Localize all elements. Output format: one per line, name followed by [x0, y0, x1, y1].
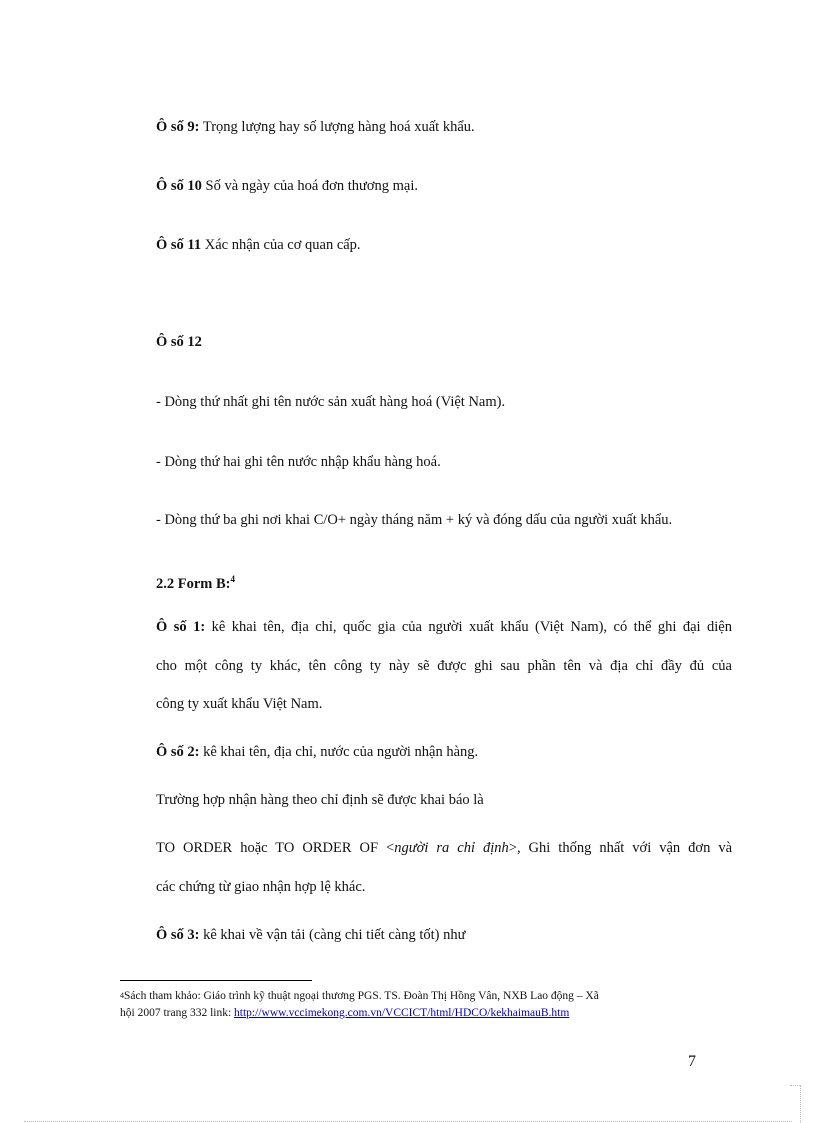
footnote-text: Sách tham khảo: Giáo trình kỹ thuật ngoại thương PGS. TS. Đoàn Thị Hồng Vân, NXB Lao động – Xã [124, 990, 599, 1002]
paragraph-text: Xác nhận của cơ quan cấp. [201, 237, 361, 253]
page-corner-mark-horizontal [790, 1085, 800, 1086]
paragraph-text: kê khai về vận tải (càng chi tiết càng tốt) như [199, 927, 466, 943]
page-corner-mark-vertical [800, 1085, 801, 1123]
heading-text: 2.2 Form B: [156, 575, 231, 592]
paragraph-to-order-line-2: các chứng từ giao nhận hợp lệ khác. [156, 879, 366, 895]
cell-label: Ô số 10 [156, 178, 202, 194]
cell-label: Ô số 11 [156, 237, 202, 253]
paragraph-o-so-11 [156, 236, 361, 254]
cell-label: Ô số 2: [156, 744, 200, 760]
paragraph-o-so-12-title: Ô số 12 [156, 334, 202, 350]
cell-label: Ô số 3: [156, 927, 200, 943]
footnote-separator [120, 980, 312, 981]
paragraph-to-order-line-1 [156, 839, 732, 857]
footnote-line-1 [120, 989, 599, 1003]
paragraph-line-2: - Dòng thứ hai ghi tên nước nhập khẩu hàng hoá. [156, 454, 441, 470]
paragraph-o-so-2 [156, 743, 478, 761]
paragraph-text: Trọng lượng hay số lượng hàng hoá xuất khẩu. [199, 119, 475, 135]
page-bottom-border [24, 1121, 792, 1122]
footnote-marker: 4 [120, 991, 124, 1000]
paragraph-text: >, Ghi thống nhất với vận đơn và [508, 840, 733, 856]
paragraph-text: kê khai tên, địa chỉ, nước của người nhận hàng. [199, 744, 479, 760]
paragraph-o-so-1-line-3: công ty xuất khẩu Việt Nam. [156, 696, 323, 712]
paragraph-text: kê khai tên, địa chỉ, quốc gia của người xuất khẩu (Việt Nam), có thể ghi đại diện [205, 619, 732, 635]
footnote-text: hội 2007 trang 332 link: [120, 1007, 235, 1019]
italic-text: người ra chỉ định [394, 840, 509, 856]
page-number: 7 [688, 1053, 696, 1070]
paragraph-o-so-1-line-2: cho một công ty khác, tên công ty này sẽ được ghi sau phần tên và địa chỉ đầy đủ của [156, 658, 732, 674]
cell-label: Ô số 1: [156, 619, 206, 635]
footnote-link[interactable]: http://www.vccimekong.com.vn/VCCICT/html/HDCO/kekhaimauB.htm [234, 1007, 570, 1019]
paragraph-o-so-3 [156, 926, 465, 944]
paragraph-o-so-9 [156, 118, 475, 136]
paragraph-o-so-1-line-1 [156, 618, 732, 636]
footnote-line-2 [120, 1006, 569, 1020]
paragraph-consignee-note: Trường hợp nhận hàng theo chỉ định sẽ được khai báo là [156, 792, 484, 808]
cell-label: Ô số 9: [156, 119, 200, 135]
paragraph-line-1: - Dòng thứ nhất ghi tên nước sản xuất hàng hoá (Việt Nam). [156, 394, 506, 410]
paragraph-text: Số và ngày của hoá đơn thương mại. [201, 178, 419, 194]
footnote-ref: 4 [230, 574, 235, 584]
section-heading-form-b [156, 570, 235, 593]
paragraph-text: TO ORDER hoặc TO ORDER OF < [156, 840, 395, 856]
paragraph-line-3: - Dòng thứ ba ghi nơi khai C/O+ ngày tháng năm + ký và đóng dấu của người xuất khẩu. [156, 512, 673, 528]
paragraph-o-so-10 [156, 177, 418, 195]
